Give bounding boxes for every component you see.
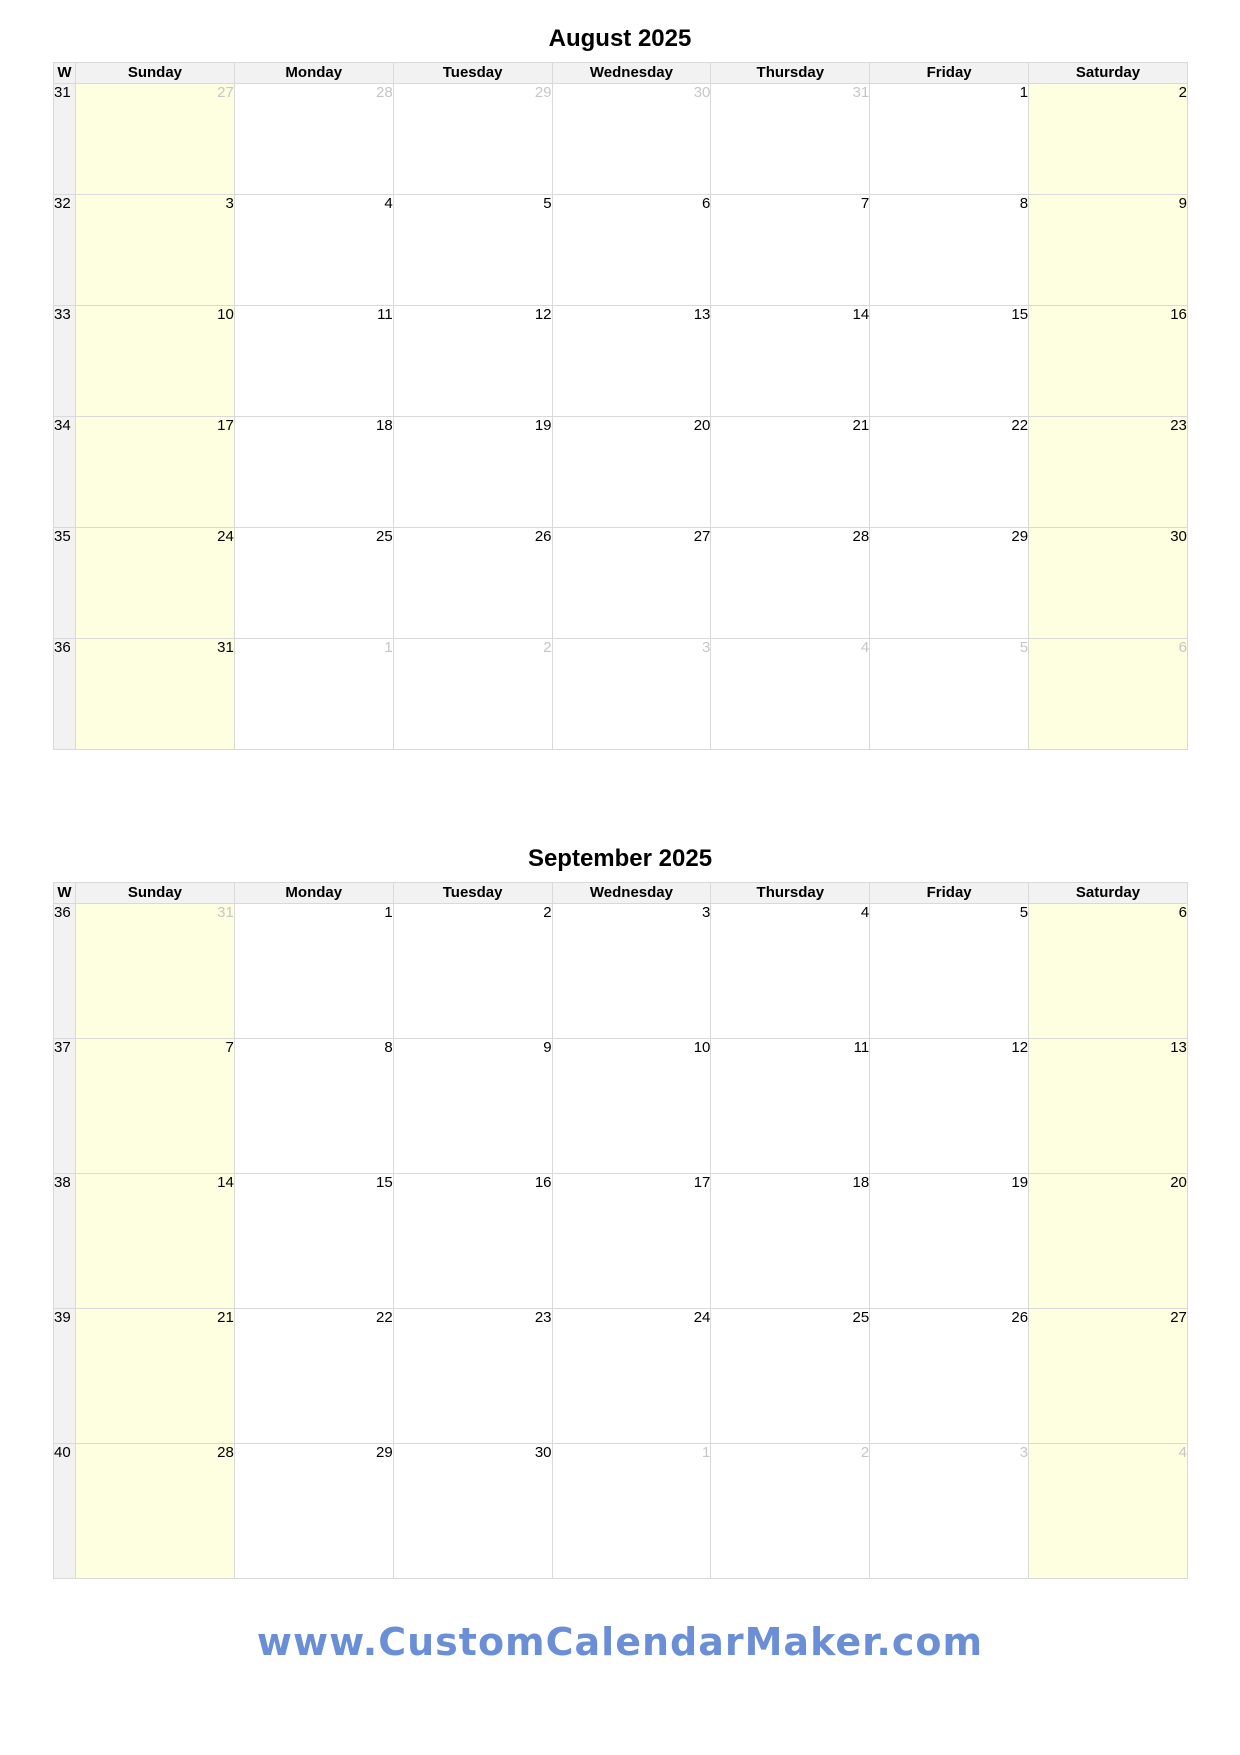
week-column-header: W bbox=[54, 883, 76, 904]
day-cell-other-month[interactable]: 28 bbox=[234, 84, 393, 195]
day-cell[interactable]: 27 bbox=[1029, 1309, 1188, 1444]
weekday-header: Tuesday bbox=[393, 883, 552, 904]
day-cell[interactable]: 28 bbox=[76, 1444, 235, 1579]
week-number: 36 bbox=[54, 639, 76, 750]
day-cell[interactable]: 24 bbox=[76, 528, 235, 639]
week-number: 35 bbox=[54, 528, 76, 639]
day-cell-other-month[interactable]: 3 bbox=[552, 639, 711, 750]
day-cell[interactable]: 18 bbox=[711, 1174, 870, 1309]
day-cell[interactable]: 28 bbox=[711, 528, 870, 639]
day-cell[interactable]: 15 bbox=[234, 1174, 393, 1309]
day-cell[interactable]: 3 bbox=[76, 195, 235, 306]
calendar-body bbox=[54, 84, 1188, 750]
day-cell[interactable]: 25 bbox=[234, 528, 393, 639]
weekday-header-row bbox=[54, 63, 1188, 84]
calendar-body bbox=[54, 904, 1188, 1579]
weekday-header: Wednesday bbox=[552, 63, 711, 84]
day-cell[interactable]: 10 bbox=[552, 1039, 711, 1174]
day-cell[interactable]: 23 bbox=[393, 1309, 552, 1444]
day-cell[interactable]: 19 bbox=[393, 417, 552, 528]
weekday-header: Friday bbox=[870, 883, 1029, 904]
day-cell[interactable]: 1 bbox=[234, 904, 393, 1039]
week-row bbox=[54, 1174, 1188, 1309]
month-title: August 2025 bbox=[548, 25, 692, 52]
day-cell[interactable]: 25 bbox=[711, 1309, 870, 1444]
day-cell[interactable]: 30 bbox=[393, 1444, 552, 1579]
day-cell-other-month[interactable]: 2 bbox=[393, 639, 552, 750]
week-number: 36 bbox=[54, 904, 76, 1039]
week-row bbox=[54, 1309, 1188, 1444]
week-row bbox=[54, 417, 1188, 528]
week-row bbox=[54, 306, 1188, 417]
day-cell[interactable]: 9 bbox=[393, 1039, 552, 1174]
weekday-header: Thursday bbox=[711, 883, 870, 904]
day-cell-other-month[interactable]: 1 bbox=[552, 1444, 711, 1579]
day-cell[interactable]: 9 bbox=[1029, 195, 1188, 306]
day-cell-other-month[interactable]: 31 bbox=[711, 84, 870, 195]
day-cell-other-month[interactable]: 3 bbox=[870, 1444, 1029, 1579]
day-cell[interactable]: 7 bbox=[711, 195, 870, 306]
week-number: 32 bbox=[54, 195, 76, 306]
day-cell[interactable]: 17 bbox=[552, 1174, 711, 1309]
day-cell[interactable]: 18 bbox=[234, 417, 393, 528]
day-cell[interactable]: 3 bbox=[552, 904, 711, 1039]
day-cell[interactable]: 24 bbox=[552, 1309, 711, 1444]
day-cell[interactable]: 26 bbox=[393, 528, 552, 639]
day-cell[interactable]: 12 bbox=[393, 306, 552, 417]
week-number: 38 bbox=[54, 1174, 76, 1309]
week-row bbox=[54, 904, 1188, 1039]
day-cell[interactable]: 15 bbox=[870, 306, 1029, 417]
week-number: 34 bbox=[54, 417, 76, 528]
day-cell-other-month[interactable]: 29 bbox=[393, 84, 552, 195]
day-cell-other-month[interactable]: 2 bbox=[711, 1444, 870, 1579]
weekday-header: Saturday bbox=[1029, 883, 1188, 904]
day-cell-other-month[interactable]: 31 bbox=[76, 904, 235, 1039]
day-cell[interactable]: 31 bbox=[76, 639, 235, 750]
day-cell[interactable]: 14 bbox=[711, 306, 870, 417]
day-cell[interactable]: 16 bbox=[393, 1174, 552, 1309]
day-cell[interactable]: 17 bbox=[76, 417, 235, 528]
day-cell[interactable]: 22 bbox=[870, 417, 1029, 528]
day-cell[interactable]: 29 bbox=[234, 1444, 393, 1579]
day-cell-other-month[interactable]: 1 bbox=[234, 639, 393, 750]
week-row bbox=[54, 1444, 1188, 1579]
day-cell[interactable]: 5 bbox=[870, 904, 1029, 1039]
weekday-header: Saturday bbox=[1029, 63, 1188, 84]
day-cell-other-month[interactable]: 5 bbox=[870, 639, 1029, 750]
week-row bbox=[54, 1039, 1188, 1174]
week-number: 37 bbox=[54, 1039, 76, 1174]
day-cell[interactable]: 2 bbox=[1029, 84, 1188, 195]
day-cell[interactable]: 14 bbox=[76, 1174, 235, 1309]
day-cell[interactable]: 29 bbox=[870, 528, 1029, 639]
website-footer-logo[interactable]: www.CustomCalendarMaker.com bbox=[256, 1620, 984, 1664]
day-cell[interactable]: 11 bbox=[234, 306, 393, 417]
month-september bbox=[53, 842, 1187, 1579]
day-cell[interactable]: 21 bbox=[76, 1309, 235, 1444]
weekday-header: Tuesday bbox=[393, 63, 552, 84]
day-cell-other-month[interactable]: 30 bbox=[552, 84, 711, 195]
weekday-header: Sunday bbox=[76, 63, 235, 84]
day-cell[interactable]: 23 bbox=[1029, 417, 1188, 528]
day-cell[interactable]: 8 bbox=[870, 195, 1029, 306]
day-cell[interactable]: 19 bbox=[870, 1174, 1029, 1309]
calendar-grid bbox=[53, 62, 1188, 750]
day-cell[interactable]: 21 bbox=[711, 417, 870, 528]
weekday-header: Monday bbox=[234, 883, 393, 904]
day-cell[interactable]: 6 bbox=[1029, 904, 1188, 1039]
day-cell-other-month[interactable]: 6 bbox=[1029, 639, 1188, 750]
day-cell[interactable]: 6 bbox=[552, 195, 711, 306]
day-cell-other-month[interactable]: 27 bbox=[76, 84, 235, 195]
day-cell[interactable]: 13 bbox=[1029, 1039, 1188, 1174]
day-cell[interactable]: 22 bbox=[234, 1309, 393, 1444]
week-number: 33 bbox=[54, 306, 76, 417]
week-column-header: W bbox=[54, 63, 76, 84]
week-row bbox=[54, 84, 1188, 195]
day-cell[interactable]: 27 bbox=[552, 528, 711, 639]
weekday-header: Friday bbox=[870, 63, 1029, 84]
day-cell[interactable]: 12 bbox=[870, 1039, 1029, 1174]
weekday-header: Thursday bbox=[711, 63, 870, 84]
day-cell[interactable]: 11 bbox=[711, 1039, 870, 1174]
day-cell[interactable]: 30 bbox=[1029, 528, 1188, 639]
week-row bbox=[54, 639, 1188, 750]
calendar-grid bbox=[53, 882, 1188, 1579]
day-cell-other-month[interactable]: 4 bbox=[1029, 1444, 1188, 1579]
weekday-header-row bbox=[54, 883, 1188, 904]
day-cell[interactable]: 4 bbox=[711, 904, 870, 1039]
day-cell[interactable]: 8 bbox=[234, 1039, 393, 1174]
day-cell[interactable]: 10 bbox=[76, 306, 235, 417]
week-number: 40 bbox=[54, 1444, 76, 1579]
week-row bbox=[54, 528, 1188, 639]
week-row bbox=[54, 195, 1188, 306]
day-cell[interactable]: 26 bbox=[870, 1309, 1029, 1444]
day-cell[interactable]: 5 bbox=[393, 195, 552, 306]
day-cell[interactable]: 1 bbox=[870, 84, 1029, 195]
day-cell[interactable]: 20 bbox=[552, 417, 711, 528]
day-cell[interactable]: 13 bbox=[552, 306, 711, 417]
day-cell[interactable]: 2 bbox=[393, 904, 552, 1039]
day-cell[interactable]: 7 bbox=[76, 1039, 235, 1174]
day-cell[interactable]: 20 bbox=[1029, 1174, 1188, 1309]
month-title: September 2025 bbox=[527, 845, 713, 872]
day-cell[interactable]: 16 bbox=[1029, 306, 1188, 417]
week-number: 31 bbox=[54, 84, 76, 195]
week-number: 39 bbox=[54, 1309, 76, 1444]
weekday-header: Wednesday bbox=[552, 883, 711, 904]
weekday-header: Monday bbox=[234, 63, 393, 84]
day-cell-other-month[interactable]: 4 bbox=[711, 639, 870, 750]
month-august bbox=[53, 22, 1187, 750]
day-cell[interactable]: 4 bbox=[234, 195, 393, 306]
weekday-header: Sunday bbox=[76, 883, 235, 904]
